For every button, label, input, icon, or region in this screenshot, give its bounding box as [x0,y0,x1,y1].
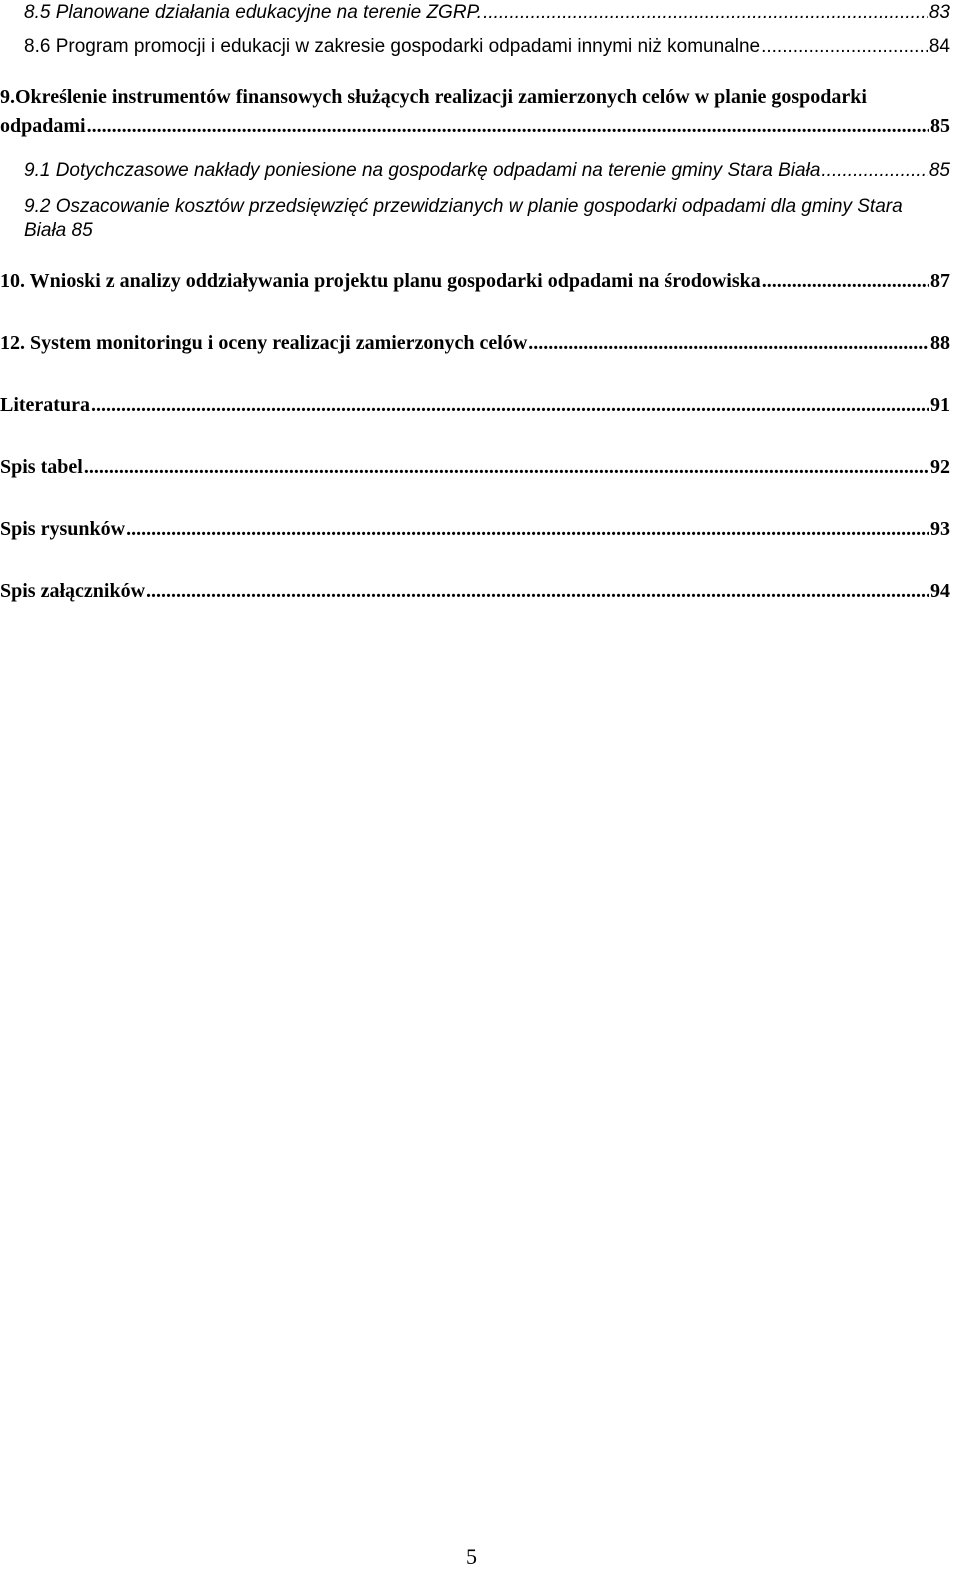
toc-entry-title-continued: odpadami [0,115,86,137]
toc-leader-dots [762,268,929,294]
toc-page-number: 93 [930,518,950,540]
toc-entry-title: 9.Określenie instrumentów finansowych służących realizacji zamierzonych celów w planie gospodarki [0,86,867,108]
toc-entry-12[interactable] [0,330,960,356]
toc-entry-title: 9.1 Dotychczasowe nakłady poniesione na gospodarkę odpadami na terenie gminy Stara Biała [24,160,821,181]
toc-entry-title: 8.6 Program promocji i edukacji w zakresie gospodarki odpadami innymi niż komunalne [24,36,761,57]
toc-entry-title: Literatura [0,394,90,416]
toc-entry-title: Spis rysunków [0,518,126,540]
toc-entry-9-2[interactable] [0,194,960,250]
page-number: 5 [466,1544,477,1569]
toc-page-number: 83 [928,2,950,23]
toc-entry-title: Spis załączników [0,580,146,602]
toc-entry-title: 9.2 Oszacowanie kosztów przedsięwzięć przewidzianych w planie gospodarki odpadami dla gminy Stara [24,196,903,217]
toc-leader-dots [126,516,929,542]
toc-entry-title-continued: Biała 85 [24,220,93,241]
toc-leader-dots [483,0,928,26]
toc-leader-dots [821,158,927,184]
toc-entry-9[interactable] [0,84,960,140]
toc-entry-10[interactable] [0,268,960,294]
toc-leader-dots [528,330,929,356]
toc-leader-dots [146,578,929,604]
toc-leader-dots [87,113,929,139]
toc-leader-dots [761,34,928,60]
toc-page-number: 94 [930,580,950,602]
toc-page-number: 88 [930,332,950,354]
toc-entry-9-1[interactable] [0,158,960,184]
toc-page-number: 85 [930,115,950,137]
toc-entry-8-6[interactable] [0,34,960,60]
toc-entry-spis-tabel[interactable] [0,454,960,480]
toc-entry-spis-rysunkow[interactable] [0,516,960,542]
toc-page-number: 92 [930,456,950,478]
toc-page-number: 91 [930,394,950,416]
toc-entry-title: 8.5 Planowane działania edukacyjne na terenie ZGRP. [24,2,483,23]
toc-page-number: 85 [928,160,950,181]
toc-leader-dots [91,392,929,418]
toc-entry-title: 12. System monitoringu i oceny realizacji zamierzonych celów [0,332,528,354]
toc-entry-literatura[interactable] [0,392,960,418]
toc-page-number: 87 [930,270,950,292]
toc-leader-dots [84,454,929,480]
toc-entry-8-5[interactable] [0,0,960,26]
toc-entry-spis-zalacznikow[interactable] [0,578,960,604]
toc-page-number: 84 [928,36,950,57]
toc-entry-title: 10. Wnioski z analizy oddziaływania projektu planu gospodarki odpadami na środowiska [0,270,761,292]
toc-entry-title: Spis tabel [0,456,83,478]
